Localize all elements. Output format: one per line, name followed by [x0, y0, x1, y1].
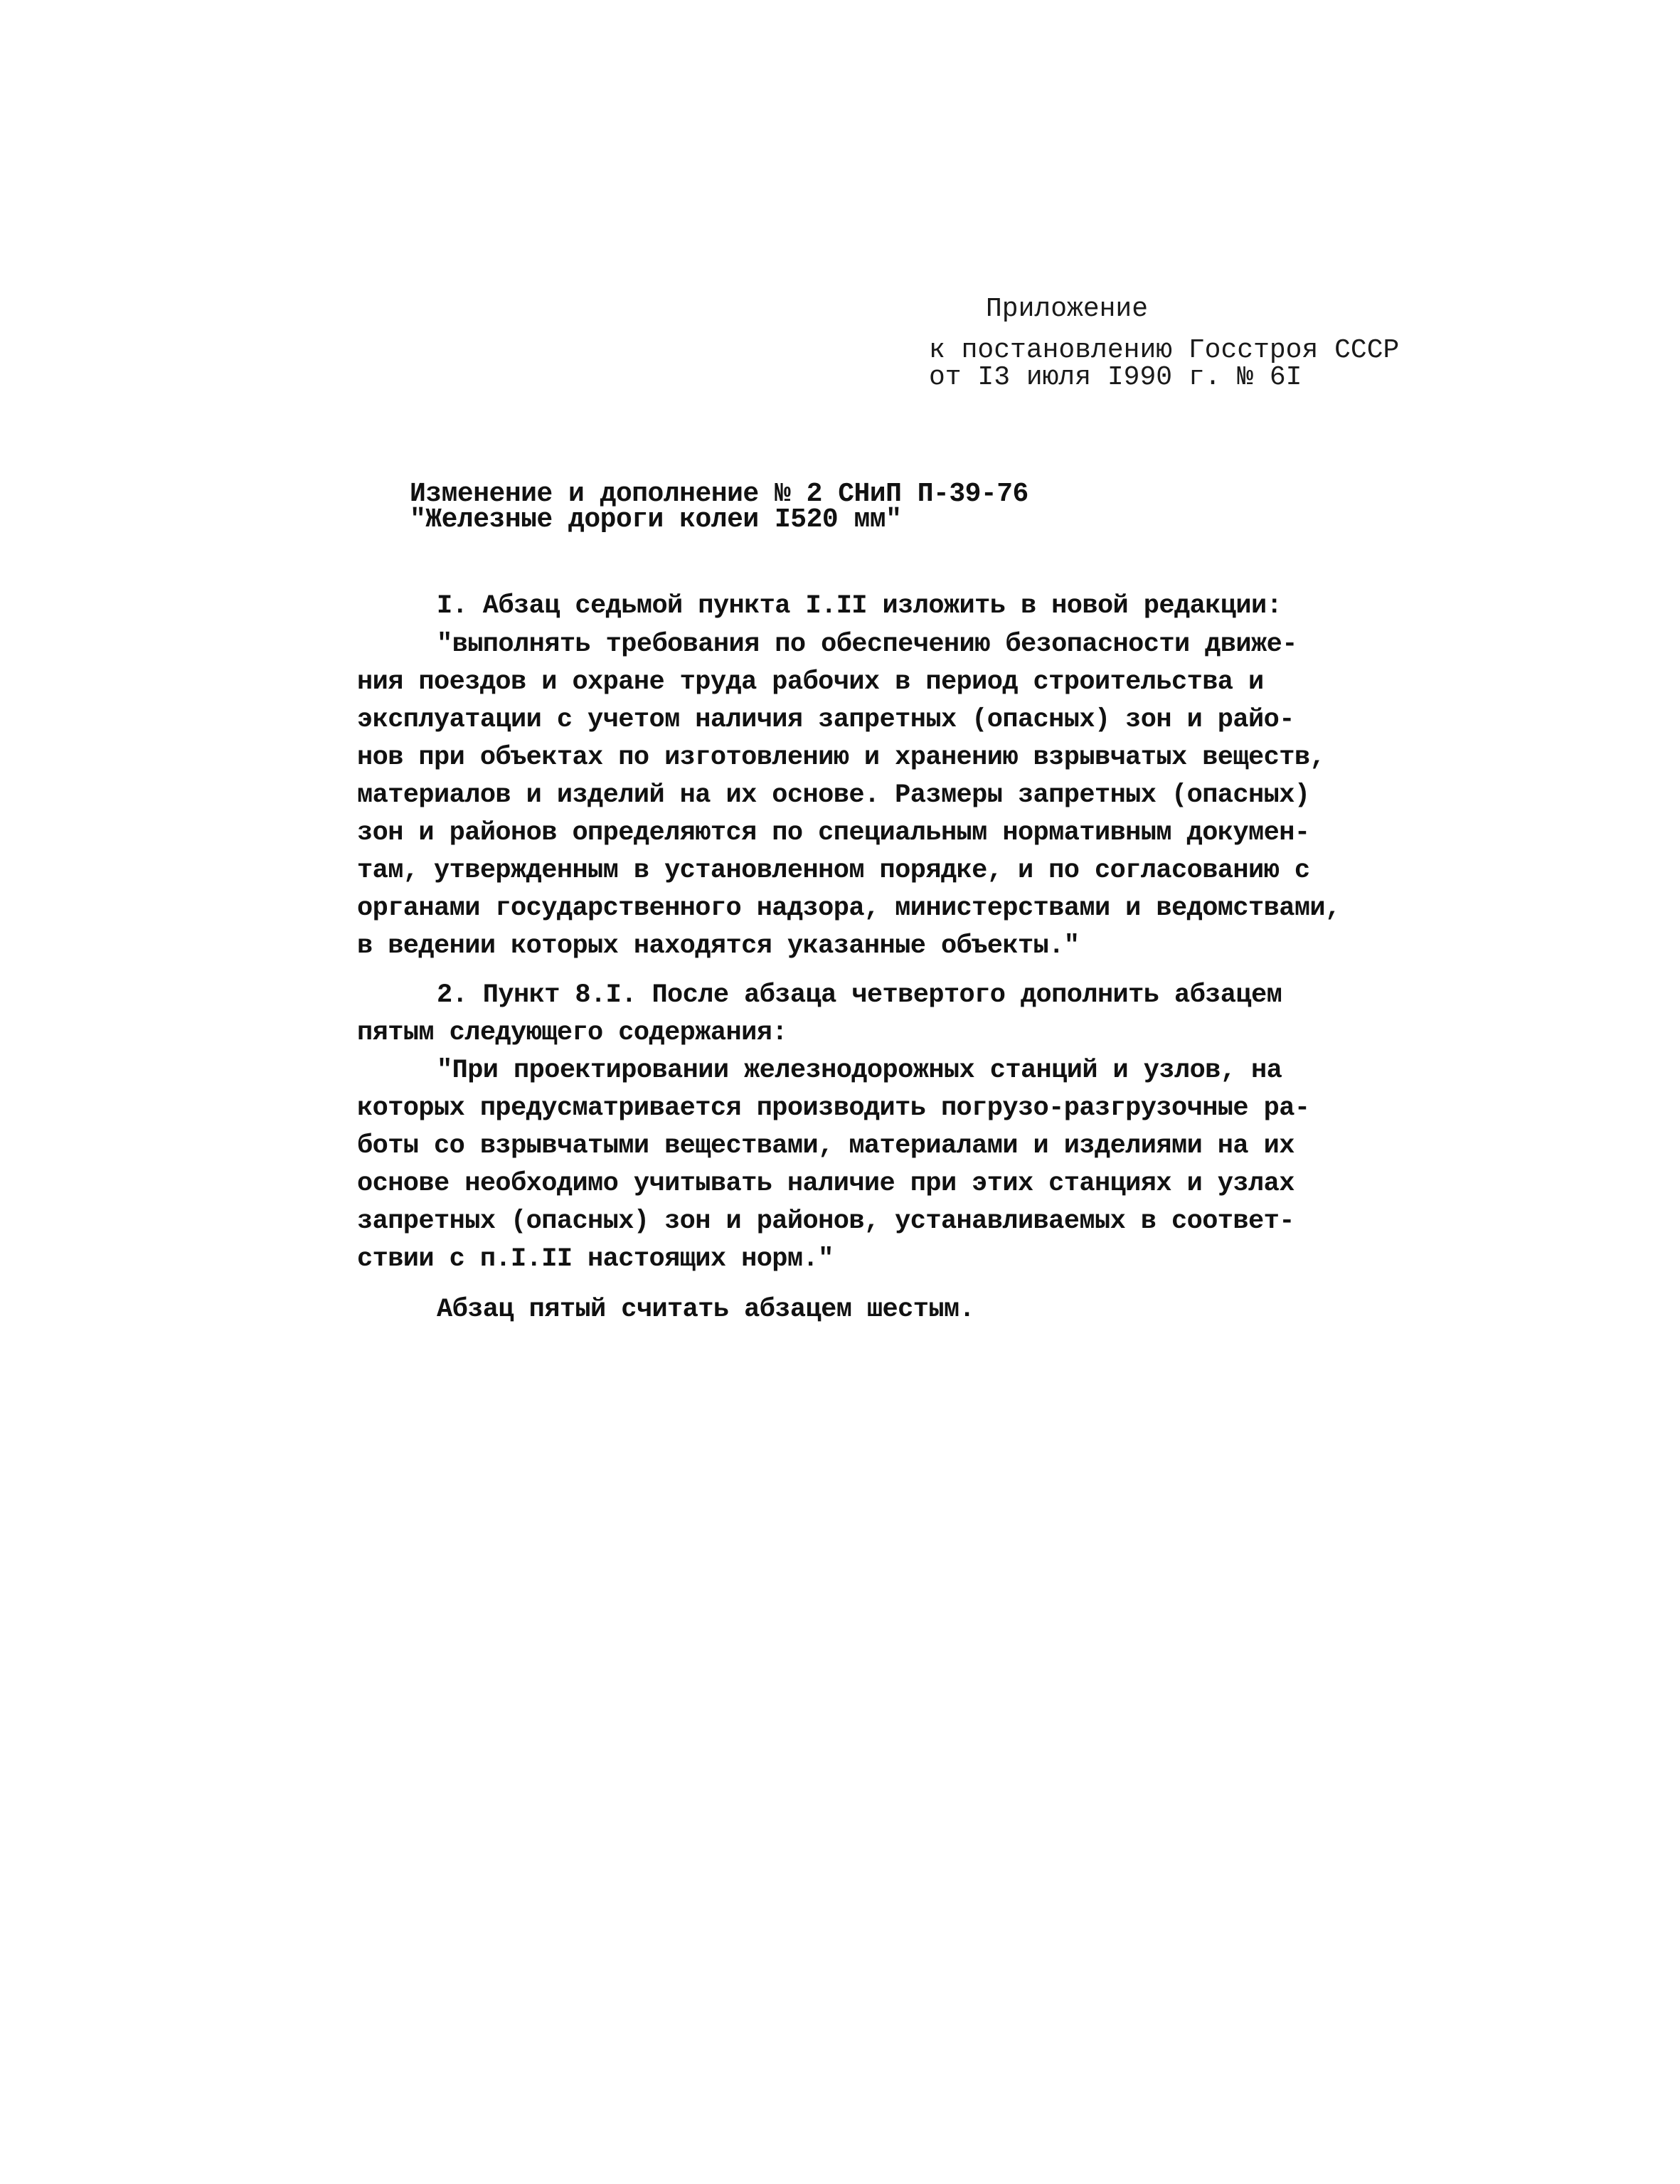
item-2-line: основе необходимо учитывать наличие при этих станциях и узлах [357, 1169, 1294, 1199]
item-2-line: пятым следующего содержания: [357, 1018, 787, 1048]
item-2-line: боты со взрывчатыми веществами, материалами и изделиями на их [357, 1131, 1294, 1161]
resolution-date-number: от I3 июля I990 г. № 6I [929, 362, 1302, 393]
item-1-line: зон и районов определяются по специальным нормативным докумен- [357, 818, 1310, 848]
appendix-label: Приложение [986, 294, 1149, 324]
amendment-subtitle: "Железные дороги колеи I520 мм" [410, 504, 902, 535]
item-1-line: ния поездов и охране труда рабочих в период строительства и [357, 667, 1264, 697]
item-2-line: ствии с п.I.II настоящих норм." [357, 1244, 834, 1274]
item-1-line: материалов и изделий на их основе. Размеры запретных (опасных) [357, 780, 1310, 810]
item-2-line: 2. Пункт 8.I. После абзаца четвертого дополнить абзацем [437, 980, 1282, 1010]
item-2-line: "При проектировании железнодорожных станций и узлов, на [437, 1056, 1282, 1086]
item-2-line: запретных (опасных) зон и районов, устанавливаемых в соответ- [357, 1207, 1294, 1236]
item-1-line: эксплуатации с учетом наличия запретных (опасных) зон и райо- [357, 705, 1294, 735]
item-1-line: I. Абзац седьмой пункта I.II изложить в новой редакции: [437, 591, 1282, 621]
closing-note: Абзац пятый считать абзацем шестым. [437, 1295, 975, 1325]
amendment-title: Изменение и дополнение № 2 СНиП П-39-76 [410, 479, 1028, 509]
item-1-line: нов при объектах по изготовлению и хранению взрывчатых веществ, [357, 743, 1326, 773]
item-1-line: органами государственного надзора, министерствами и ведомствами, [357, 894, 1341, 923]
item-1-line: в ведении которых находятся указанные объекты." [357, 931, 1080, 961]
resolution-reference: к постановлению Госстроя СССР [929, 335, 1400, 366]
item-2-line: которых предусматривается производить погрузо-разгрузочные ра- [357, 1093, 1310, 1123]
item-1-line: "выполнять требования по обеспечению безопасности движе- [437, 630, 1297, 659]
item-1-line: там, утвержденным в установленном порядке, и по согласованию с [357, 856, 1310, 886]
